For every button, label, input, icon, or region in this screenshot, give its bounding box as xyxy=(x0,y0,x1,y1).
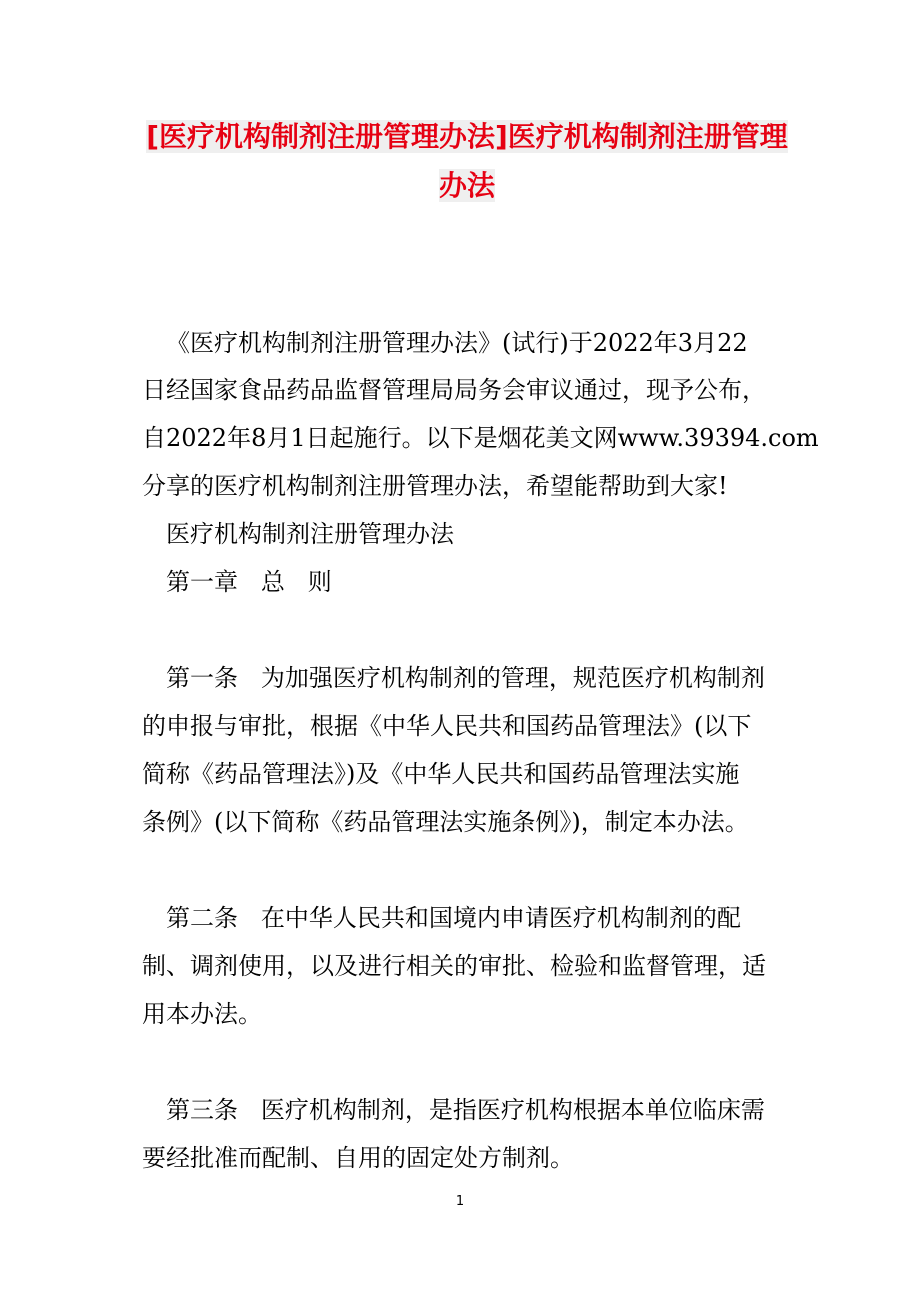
intro-line: 日经国家食品药品监督管理局局务会审议通过，现予公布， xyxy=(142,376,766,404)
intro-line: 分享的医疗机构制剂注册管理办法，希望能帮助到大家! xyxy=(142,472,728,500)
document-title: [医疗机构制剂注册管理办法]医疗机构制剂注册管理办法 xyxy=(146,120,788,202)
article-3-line: 第三条 医疗机构制剂，是指医疗机构根据本单位临床需 xyxy=(166,1096,765,1124)
intro-line: 自2022年8月1日起施行。以下是烟花美文网www.39394.com xyxy=(142,424,819,452)
section-heading: 医疗机构制剂注册管理办法 xyxy=(166,520,454,548)
article-3-line: 要经批准而配制、自用的固定处方制剂。 xyxy=(142,1144,574,1172)
article-1-line: 条例》(以下简称《药品管理法实施条例》)，制定本办法。 xyxy=(142,808,749,836)
page-number: 1 xyxy=(455,1194,465,1209)
article-2-line: 用本办法。 xyxy=(142,1000,262,1028)
article-1-line: 的申报与审批，根据《中华人民共和国药品管理法》(以下 xyxy=(142,712,752,740)
article-1-line: 第一条 为加强医疗机构制剂的管理，规范医疗机构制剂 xyxy=(166,664,765,692)
chapter-heading: 第一章 总 则 xyxy=(166,568,332,596)
article-1-line: 简称《药品管理法》)及《中华人民共和国药品管理法实施 xyxy=(142,760,740,788)
article-2-line: 第二条 在中华人民共和国境内申请医疗机构制剂的配 xyxy=(166,904,741,932)
intro-line: 《医疗机构制剂注册管理办法》(试行)于2022年3月22 xyxy=(166,329,748,357)
article-2-line: 制、调剂使用，以及进行相关的审批、检验和监督管理，适 xyxy=(142,952,766,980)
